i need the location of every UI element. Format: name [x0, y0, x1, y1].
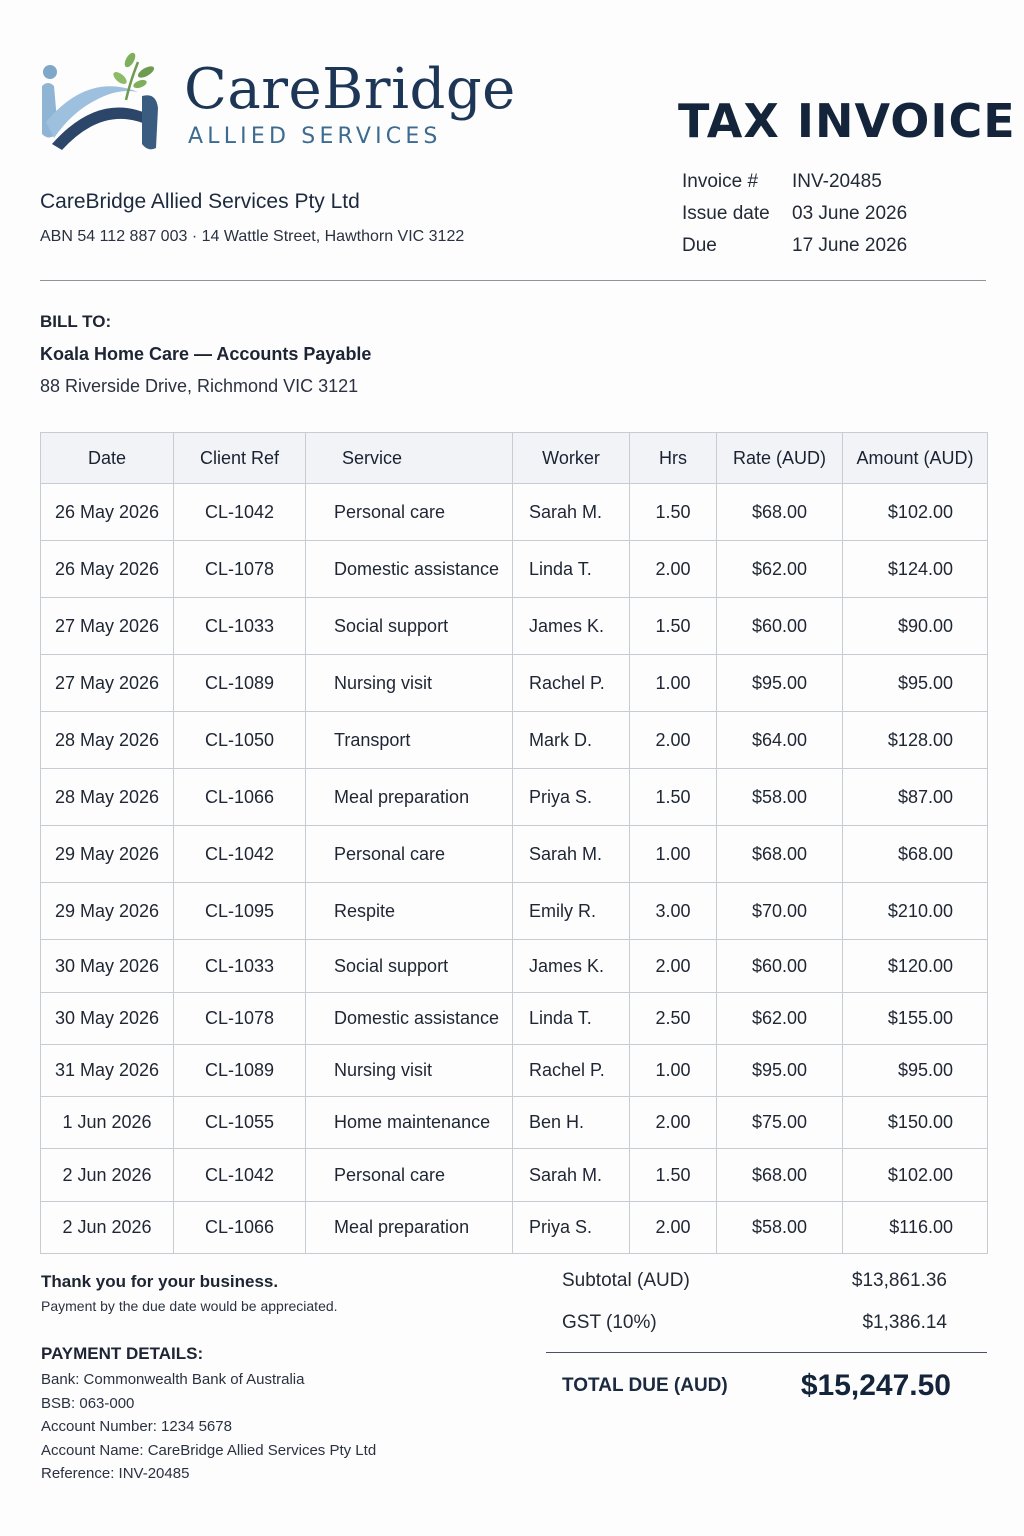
- cell-service: Personal care: [306, 826, 513, 883]
- cell-rate: $58.00: [717, 769, 843, 826]
- cell-rate: $62.00: [717, 541, 843, 598]
- invoice-meta: [682, 166, 907, 262]
- cell-hours: 1.00: [630, 1045, 717, 1097]
- cell-hours: 1.50: [630, 484, 717, 541]
- cell-hours: 1.00: [630, 826, 717, 883]
- table-row: [41, 655, 988, 712]
- cell-client-ref: CL-1066: [174, 1202, 306, 1254]
- column-header: Hrs: [630, 433, 717, 484]
- table-row: [41, 1149, 988, 1202]
- cell-client-ref: CL-1055: [174, 1097, 306, 1149]
- invoice-number-row: [682, 166, 907, 198]
- cell-hours: 2.50: [630, 993, 717, 1045]
- cell-rate: $68.00: [717, 484, 843, 541]
- cell-worker: Priya S.: [513, 769, 630, 826]
- cell-service: Personal care: [306, 484, 513, 541]
- cell-client-ref: CL-1042: [174, 826, 306, 883]
- cell-rate: $95.00: [717, 1045, 843, 1097]
- cell-worker: Sarah M.: [513, 826, 630, 883]
- table-row: [41, 993, 988, 1045]
- cell-amount: $95.00: [843, 1045, 988, 1097]
- cell-worker: Rachel P.: [513, 655, 630, 712]
- header-divider: [40, 280, 986, 281]
- line-items-table: [40, 432, 988, 1254]
- cell-service: Home maintenance: [306, 1097, 513, 1149]
- cell-service: Nursing visit: [306, 655, 513, 712]
- cell-worker: Sarah M.: [513, 484, 630, 541]
- gst-row: [546, 1306, 987, 1348]
- cell-amount: $150.00: [843, 1097, 988, 1149]
- bill-to-heading: BILL TO:: [40, 312, 112, 331]
- table-row: [41, 883, 988, 940]
- cell-date: 26 May 2026: [41, 541, 174, 598]
- cell-service: Social support: [306, 940, 513, 993]
- cell-amount: $87.00: [843, 769, 988, 826]
- cell-client-ref: CL-1066: [174, 769, 306, 826]
- cell-client-ref: CL-1078: [174, 993, 306, 1045]
- cell-date: 28 May 2026: [41, 712, 174, 769]
- cell-service: Meal preparation: [306, 1202, 513, 1254]
- payment-details-heading: PAYMENT DETAILS:: [41, 1344, 204, 1363]
- cell-hours: 1.00: [630, 655, 717, 712]
- table-row: [41, 484, 988, 541]
- table-row: [41, 1202, 988, 1254]
- cell-worker: Emily R.: [513, 883, 630, 940]
- total-due-value: $15,247.50: [800, 1369, 951, 1402]
- payment-note: Payment by the due date would be appreciated.: [41, 1298, 338, 1314]
- brand-name: CareBridge: [184, 57, 516, 122]
- meta-label: Due: [682, 235, 717, 256]
- company-abn-address: ABN 54 112 887 003 · 14 Wattle Street, Hawthorn VIC 3122: [40, 228, 465, 245]
- cell-date: 30 May 2026: [41, 993, 174, 1045]
- bsb: BSB: 063-000: [41, 1394, 135, 1412]
- table-row: [41, 598, 988, 655]
- cell-service: Nursing visit: [306, 1045, 513, 1097]
- cell-worker: Sarah M.: [513, 1149, 630, 1202]
- cell-service: Respite: [306, 883, 513, 940]
- cell-client-ref: CL-1089: [174, 655, 306, 712]
- cell-date: 28 May 2026: [41, 769, 174, 826]
- cell-service: Transport: [306, 712, 513, 769]
- cell-date: 27 May 2026: [41, 655, 174, 712]
- carebridge-logo-icon: [38, 52, 164, 156]
- meta-label: Invoice #: [682, 171, 759, 192]
- cell-client-ref: CL-1078: [174, 541, 306, 598]
- cell-amount: $120.00: [843, 940, 988, 993]
- cell-client-ref: CL-1042: [174, 484, 306, 541]
- table-row: [41, 1097, 988, 1149]
- total-due-label: TOTAL DUE (AUD): [562, 1375, 728, 1396]
- cell-amount: $102.00: [843, 1149, 988, 1202]
- cell-worker: Priya S.: [513, 1202, 630, 1254]
- document-title: TAX INVOICE: [678, 94, 1016, 148]
- cell-date: 2 Jun 2026: [41, 1202, 174, 1254]
- payment-details: [41, 1368, 376, 1486]
- cell-amount: $95.00: [843, 655, 988, 712]
- cell-hours: 2.00: [630, 1202, 717, 1254]
- bank-name: Bank: Commonwealth Bank of Australia: [41, 1371, 305, 1388]
- table-row: [41, 940, 988, 993]
- issue-date-row: [682, 198, 907, 230]
- cell-client-ref: CL-1050: [174, 712, 306, 769]
- cell-date: 26 May 2026: [41, 484, 174, 541]
- cell-date: 29 May 2026: [41, 826, 174, 883]
- cell-service: Meal preparation: [306, 769, 513, 826]
- totals-panel: [546, 1264, 987, 1423]
- cell-amount: $124.00: [843, 541, 988, 598]
- bill-to-name: Koala Home Care — Accounts Payable: [40, 344, 372, 364]
- invoice-number: INV-20485: [792, 171, 882, 192]
- due-date: 17 June 2026: [792, 235, 908, 256]
- cell-rate: $95.00: [717, 655, 843, 712]
- cell-hours: 2.00: [630, 940, 717, 993]
- account-name: Account Name: CareBridge Allied Services Pty Ltd: [41, 1441, 377, 1459]
- cell-worker: Linda T.: [513, 541, 630, 598]
- cell-worker: Linda T.: [513, 993, 630, 1045]
- cell-client-ref: CL-1033: [174, 940, 306, 993]
- column-header: Service: [306, 433, 513, 484]
- cell-amount: $102.00: [843, 484, 988, 541]
- column-header: Amount (AUD): [843, 433, 988, 484]
- due-date-row: [682, 230, 907, 262]
- cell-hours: 2.00: [630, 541, 717, 598]
- cell-amount: $90.00: [843, 598, 988, 655]
- column-header: Worker: [513, 433, 630, 484]
- cell-date: 31 May 2026: [41, 1045, 174, 1097]
- table-row: [41, 769, 988, 826]
- cell-hours: 3.00: [630, 883, 717, 940]
- cell-rate: $68.00: [717, 826, 843, 883]
- cell-service: Social support: [306, 598, 513, 655]
- cell-service: Domestic assistance: [306, 541, 513, 598]
- bill-to-address: 88 Riverside Drive, Richmond VIC 3121: [40, 376, 359, 396]
- company-logo: [38, 52, 516, 162]
- cell-service: Domestic assistance: [306, 993, 513, 1045]
- cell-date: 2 Jun 2026: [41, 1149, 174, 1202]
- cell-client-ref: CL-1042: [174, 1149, 306, 1202]
- cell-amount: $128.00: [843, 712, 988, 769]
- total-due-row: [546, 1353, 987, 1423]
- subtotal-value: $13,861.36: [851, 1270, 947, 1291]
- cell-rate: $58.00: [717, 1202, 843, 1254]
- column-header: Rate (AUD): [717, 433, 843, 484]
- subtotal-label: Subtotal (AUD): [562, 1270, 690, 1291]
- gst-value: $1,386.14: [862, 1312, 947, 1333]
- cell-rate: $75.00: [717, 1097, 843, 1149]
- cell-worker: Mark D.: [513, 712, 630, 769]
- cell-rate: $60.00: [717, 940, 843, 993]
- cell-rate: $60.00: [717, 598, 843, 655]
- cell-amount: $155.00: [843, 993, 988, 1045]
- thank-you-message: Thank you for your business.: [41, 1272, 279, 1291]
- cell-hours: 1.50: [630, 769, 717, 826]
- column-header: Date: [41, 433, 174, 484]
- table-row: [41, 826, 988, 883]
- brand-tagline: ALLIED SERVICES: [188, 124, 442, 149]
- cell-client-ref: CL-1033: [174, 598, 306, 655]
- cell-date: 30 May 2026: [41, 940, 174, 993]
- company-legal-name: CareBridge Allied Services Pty Ltd: [40, 190, 360, 213]
- cell-rate: $70.00: [717, 883, 843, 940]
- cell-worker: Ben H.: [513, 1097, 630, 1149]
- table-header-row: [41, 433, 988, 484]
- payment-reference: Reference: INV-20485: [41, 1465, 190, 1482]
- cell-rate: $64.00: [717, 712, 843, 769]
- cell-date: 27 May 2026: [41, 598, 174, 655]
- cell-hours: 2.00: [630, 712, 717, 769]
- table-row: [41, 712, 988, 769]
- cell-date: 29 May 2026: [41, 883, 174, 940]
- subtotal-row: [546, 1264, 987, 1306]
- table-row: [41, 1045, 988, 1097]
- cell-service: Personal care: [306, 1149, 513, 1202]
- account-number: Account Number: 1234 5678: [41, 1418, 232, 1435]
- gst-label: GST (10%): [562, 1312, 657, 1333]
- issue-date: 03 June 2026: [792, 203, 908, 224]
- cell-date: 1 Jun 2026: [41, 1097, 174, 1149]
- table-row: [41, 541, 988, 598]
- cell-hours: 1.50: [630, 598, 717, 655]
- column-header: Client Ref: [174, 433, 306, 484]
- cell-amount: $68.00: [843, 826, 988, 883]
- cell-worker: Rachel P.: [513, 1045, 630, 1097]
- cell-amount: $116.00: [843, 1202, 988, 1254]
- cell-hours: 1.50: [630, 1149, 717, 1202]
- cell-client-ref: CL-1089: [174, 1045, 306, 1097]
- cell-client-ref: CL-1095: [174, 883, 306, 940]
- cell-worker: James K.: [513, 598, 630, 655]
- cell-hours: 2.00: [630, 1097, 717, 1149]
- cell-rate: $62.00: [717, 993, 843, 1045]
- cell-amount: $210.00: [843, 883, 988, 940]
- cell-rate: $68.00: [717, 1149, 843, 1202]
- cell-worker: James K.: [513, 940, 630, 993]
- meta-label: Issue date: [682, 203, 770, 224]
